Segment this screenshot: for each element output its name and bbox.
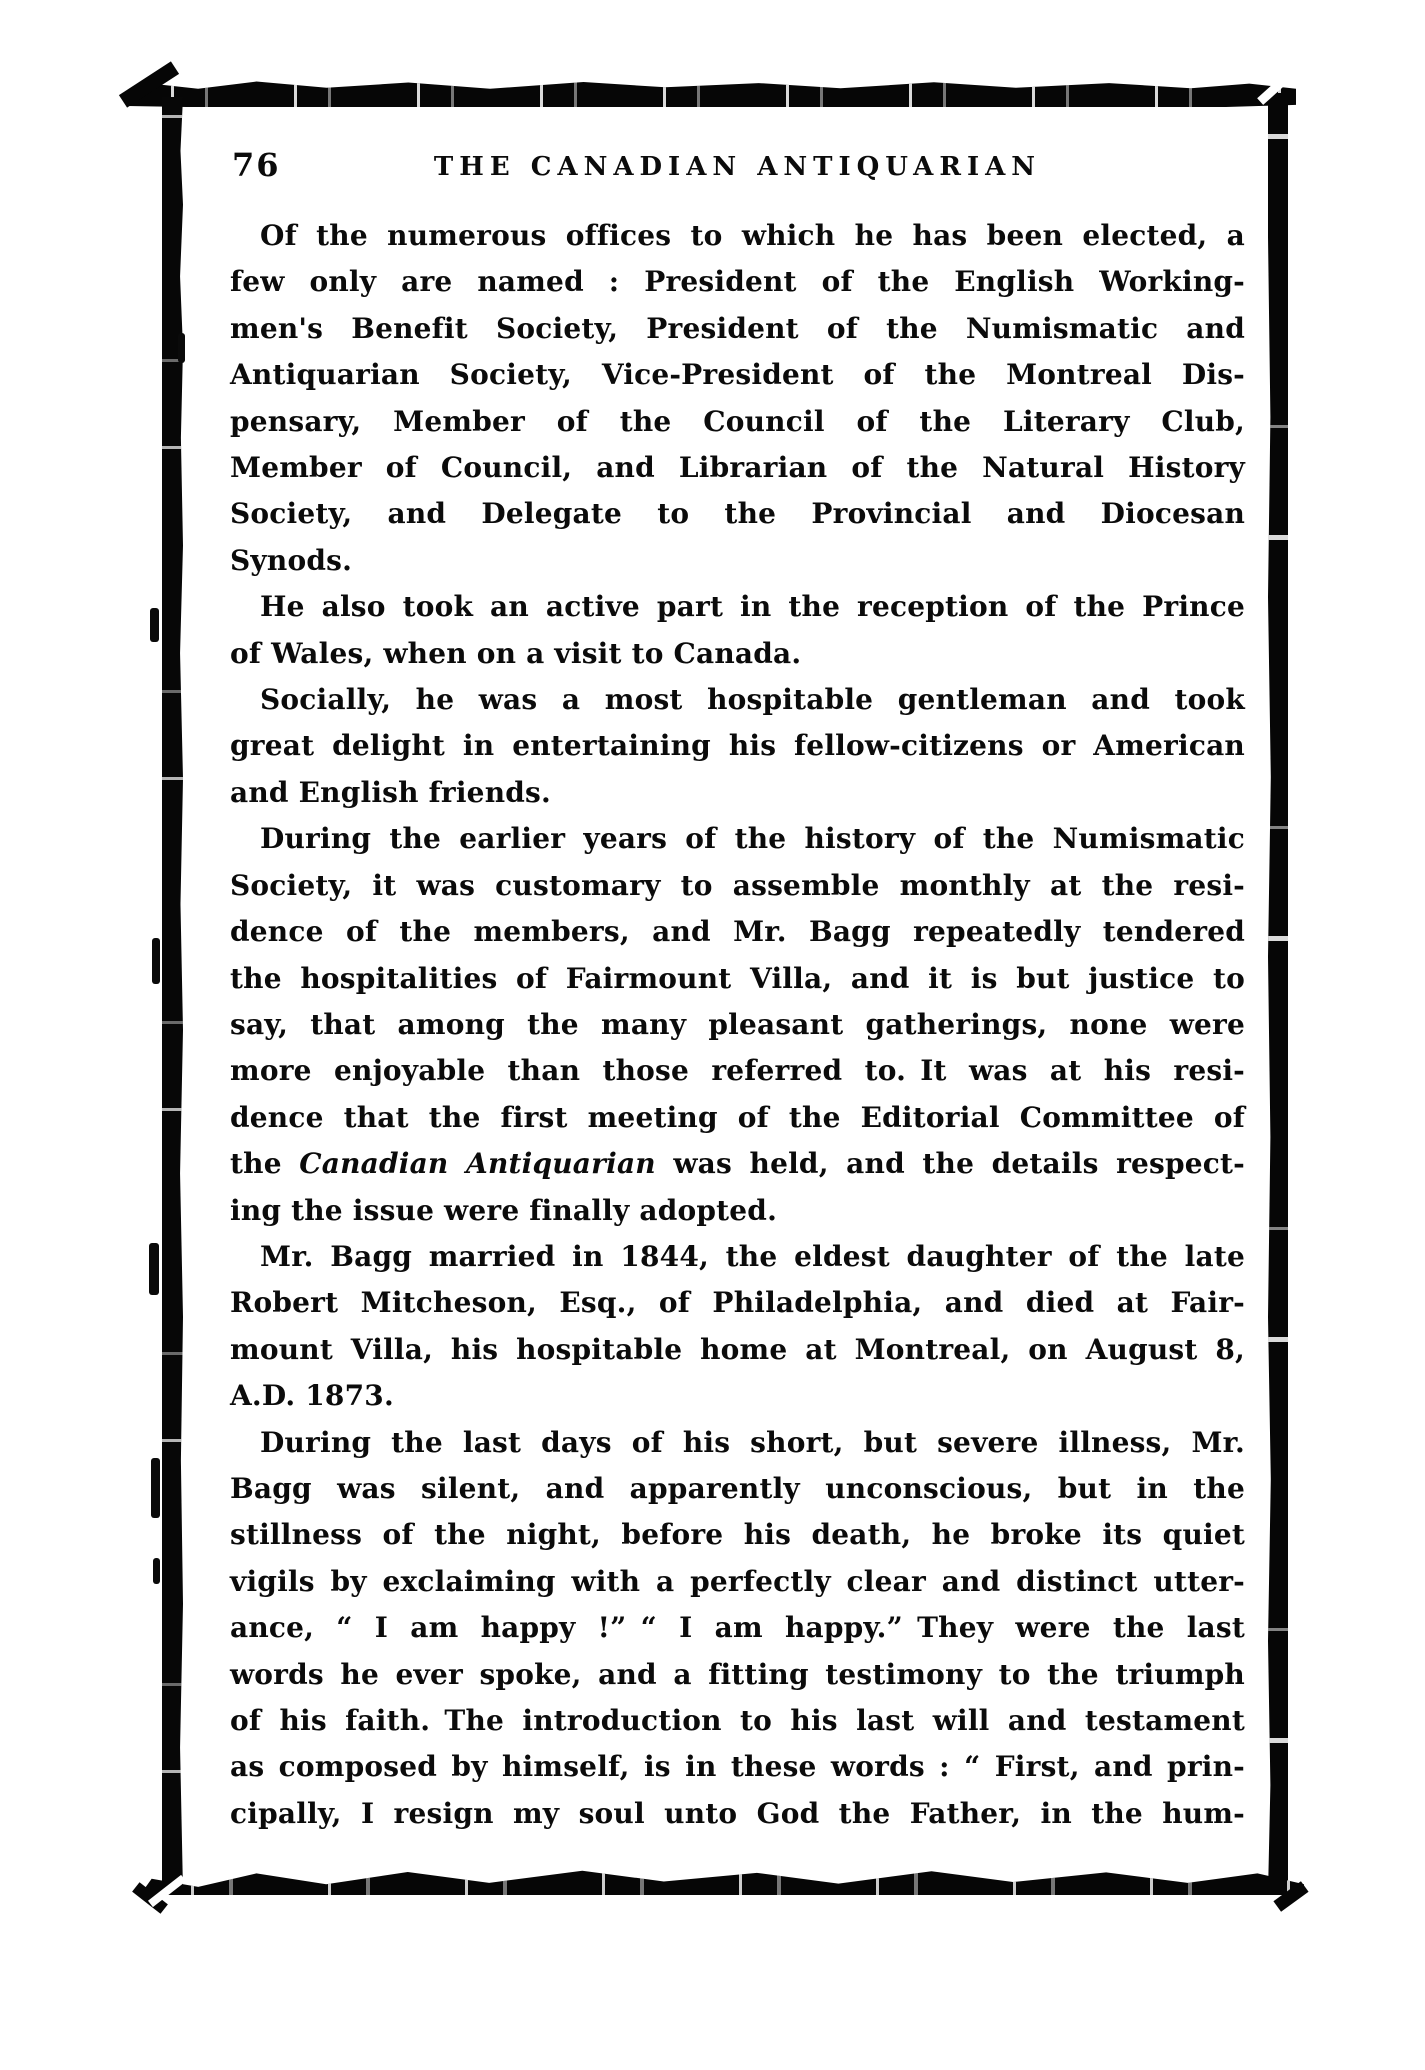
text-line: of Wales, when on a visit to Canada. bbox=[230, 636, 802, 670]
text-line: of his faith. The introduction to his last will and testament bbox=[230, 1704, 1245, 1737]
text-line: men's Benefit Society, President of the Numismatic and bbox=[230, 311, 1245, 345]
text-line: say, that among the many pleasant gatherings, none were bbox=[230, 1007, 1245, 1041]
border-bottom bbox=[140, 1868, 1304, 1895]
text-line: ance, “ I am happy !” “ I am happy.” They were the last bbox=[230, 1611, 1245, 1645]
text-line: as composed by himself, is in these words : “ First, and prin- bbox=[230, 1750, 1245, 1784]
text-line: Mr. Bagg married in 1844, the eldest daughter of the late bbox=[260, 1239, 1245, 1273]
paragraph bbox=[230, 584, 1245, 677]
text-line: During the earlier years of the history of the Numismatic bbox=[260, 822, 1245, 856]
text-line: Bagg was silent, and apparently unconscious, but in the bbox=[230, 1471, 1245, 1505]
paragraph bbox=[230, 816, 1245, 1234]
text-line: words he ever spoke, and a fitting testimony to the triumph bbox=[230, 1657, 1245, 1691]
page-number: 76 bbox=[232, 146, 281, 184]
text-line: Robert Mitcheson, Esq., of Philadelphia, and died at Fair- bbox=[230, 1286, 1245, 1320]
header-title: THE CANADIAN ANTIQUARIAN bbox=[433, 152, 1042, 182]
text-line: Antiquarian Society, Vice-President of the Montreal Dis- bbox=[230, 358, 1245, 392]
text-line: Society, and Delegate to the Provincial and Diocesan bbox=[230, 497, 1245, 531]
text-line: pensary, Member of the Council of the Literary Club, bbox=[230, 404, 1245, 438]
text-line: A.D. 1873. bbox=[230, 1379, 394, 1413]
text-line: the Canadian Antiquarian was held, and the details respect- bbox=[230, 1147, 1245, 1181]
border-left bbox=[162, 97, 183, 1891]
text-line: Of the numerous offices to which he has been elected, a bbox=[260, 219, 1245, 252]
text-line: Member of Council, and Librarian of the Natural History bbox=[230, 451, 1245, 485]
ink-wear-mark bbox=[150, 608, 159, 642]
text-line: mount Villa, his hospitable home at Montreal, on August 8, bbox=[230, 1332, 1245, 1366]
text-line: and English friends. bbox=[230, 775, 551, 809]
text-line: vigils by exclaiming with a perfectly clear and distinct utter- bbox=[230, 1564, 1245, 1598]
ink-wear-mark bbox=[178, 333, 185, 363]
ink-wear-mark bbox=[153, 1558, 160, 1584]
ink-wear-mark bbox=[151, 1458, 160, 1518]
paragraph bbox=[230, 1234, 1245, 1420]
text-line: dence of the members, and Mr. Bagg repeatedly tendered bbox=[230, 915, 1245, 949]
text-line: the hospitalities of Fairmount Villa, and it is but justice to bbox=[230, 961, 1245, 995]
ink-wear-mark bbox=[152, 938, 160, 984]
paragraph bbox=[230, 677, 1245, 816]
text-line: He also took an active part in the reception of the Prince bbox=[260, 590, 1245, 624]
ink-wear-mark bbox=[149, 1243, 159, 1295]
text-line: ing the issue were finally adopted. bbox=[230, 1193, 778, 1227]
italic-text: Canadian Antiquarian bbox=[299, 1147, 656, 1181]
page-border-frame bbox=[162, 83, 1288, 1895]
text-line: more enjoyable than those referred to. It was at his resi- bbox=[230, 1054, 1245, 1088]
text-line: stillness of the night, before his death, he broke its quiet bbox=[230, 1518, 1245, 1552]
text-line: Socially, he was a most hospitable gentleman and took bbox=[260, 683, 1245, 717]
border-top bbox=[128, 81, 1296, 107]
text-line: Synods. bbox=[230, 543, 353, 577]
running-header bbox=[230, 145, 1245, 189]
paragraph bbox=[230, 213, 1245, 584]
border-right bbox=[1268, 93, 1288, 1893]
text-line: During the last days of his short, but severe illness, Mr. bbox=[260, 1425, 1245, 1459]
text-line: cipally, I resign my soul unto God the Father, in the hum- bbox=[230, 1796, 1245, 1830]
text-line: dence that the first meeting of the Editorial Committee of bbox=[230, 1100, 1245, 1134]
text-line: great delight in entertaining his fellow-citizens or American bbox=[230, 729, 1245, 763]
text-line: few only are named : President of the English Working- bbox=[230, 265, 1245, 299]
text-line: Society, it was customary to assemble monthly at the resi- bbox=[230, 868, 1245, 902]
page-body-text bbox=[230, 213, 1245, 1837]
paragraph bbox=[230, 1420, 1245, 1838]
